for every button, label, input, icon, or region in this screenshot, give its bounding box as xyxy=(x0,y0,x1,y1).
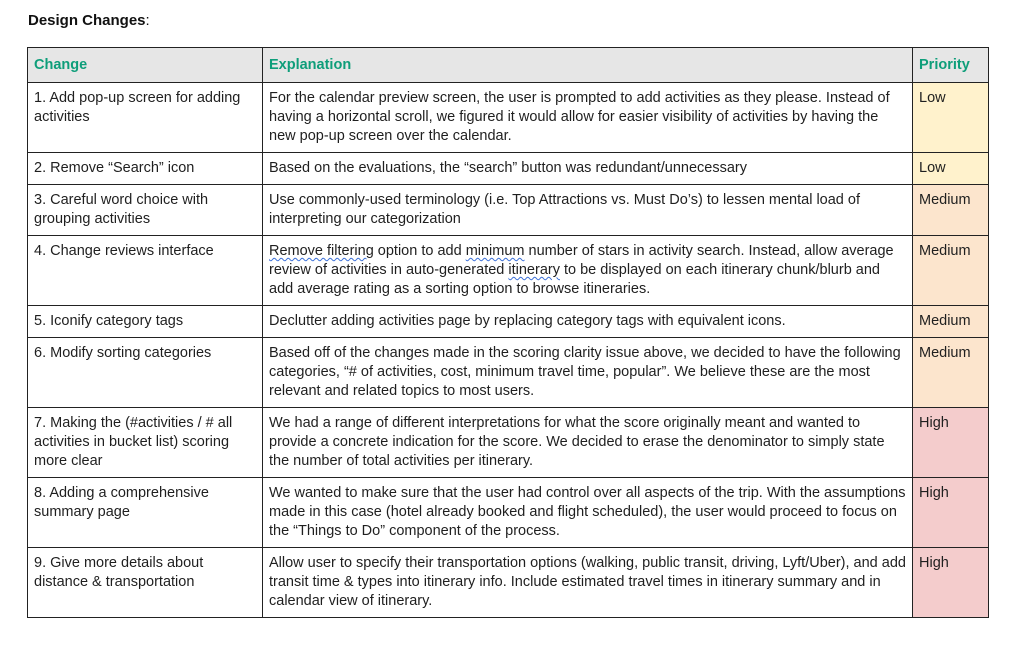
change-cell: 5. Iconify category tags xyxy=(28,306,263,338)
column-header-change: Change xyxy=(28,48,263,83)
table-row xyxy=(28,185,989,236)
page-title xyxy=(28,12,150,29)
page-title-text: Design Changes xyxy=(28,12,146,29)
explanation-cell: Allow user to specify their transportation options (walking, public transit, driving, Lyft/Uber), and add transit time & types into itinerary info. Include estimated travel times in itinerary summary and in calendar view of itinerary. xyxy=(263,548,913,618)
explanation-text: number of stars in activity search. Instead, allow average review of activities in auto-generated xyxy=(269,243,894,278)
table-row xyxy=(28,408,989,478)
priority-cell-high: High xyxy=(913,548,989,618)
priority-cell-medium: Medium xyxy=(913,338,989,408)
change-cell: 3. Careful word choice with grouping activities xyxy=(28,185,263,236)
explanation-cell: Based on the evaluations, the “search” button was redundant/unnecessary xyxy=(263,153,913,185)
table-row xyxy=(28,153,989,185)
design-changes-table xyxy=(27,47,989,618)
table-row xyxy=(28,236,989,306)
priority-cell-medium: Medium xyxy=(913,306,989,338)
column-header-explanation: Explanation xyxy=(263,48,913,83)
priority-cell-medium: Medium xyxy=(913,185,989,236)
priority-cell-low: Low xyxy=(913,83,989,153)
table-row xyxy=(28,338,989,408)
spellcheck-flag: itinerary xyxy=(508,262,560,278)
spellcheck-flag: minimum xyxy=(465,243,525,259)
table-header-row xyxy=(28,48,989,83)
explanation-cell: Based off of the changes made in the scoring clarity issue above, we decided to have the following categories, “# of activities, cost, minimum travel time, popular”. We believe these are the most relevant and related topics to most users. xyxy=(263,338,913,408)
change-cell: 6. Modify sorting categories xyxy=(28,338,263,408)
explanation-cell: For the calendar preview screen, the user is prompted to add activities as they please. Instead of having a horizontal scroll, we figured it would allow for easier visibility of activities by having the new pop-up screen over the calendar. xyxy=(263,83,913,153)
explanation-text: option to add xyxy=(373,243,466,259)
explanation-text: to be displayed on each itinerary chunk/blurb and add average rating as a sorting option to browse itineraries. xyxy=(269,262,880,297)
priority-cell-low: Low xyxy=(913,153,989,185)
priority-cell-medium: Medium xyxy=(913,236,989,306)
change-cell: 7. Making the (#activities / # all activities in bucket list) scoring more clear xyxy=(28,408,263,478)
explanation-cell: Declutter adding activities page by replacing category tags with equivalent icons. xyxy=(263,306,913,338)
explanation-cell xyxy=(263,236,913,306)
page-title-colon: : xyxy=(145,12,150,29)
change-cell: 2. Remove “Search” icon xyxy=(28,153,263,185)
change-cell: 1. Add pop-up screen for adding activities xyxy=(28,83,263,153)
column-header-priority: Priority xyxy=(913,48,989,83)
change-cell: 4. Change reviews interface xyxy=(28,236,263,306)
priority-cell-high: High xyxy=(913,478,989,548)
explanation-cell: Use commonly-used terminology (i.e. Top Attractions vs. Must Do’s) to lessen mental load of interpreting our categorization xyxy=(263,185,913,236)
explanation-cell: We wanted to make sure that the user had control over all aspects of the trip. With the assumptions made in this case (hotel already booked and flight scheduled), the user would proceed to focus on the “Things to Do” component of the process. xyxy=(263,478,913,548)
change-cell: 8. Adding a comprehensive summary page xyxy=(28,478,263,548)
change-cell: 9. Give more details about distance & transportation xyxy=(28,548,263,618)
spellcheck-flag: Remove filtering xyxy=(269,243,374,259)
explanation-cell: We had a range of different interpretations for what the score originally meant and wanted to provide a concrete indication for the score. We decided to erase the denominator to simply state the number of total activities per itinerary. xyxy=(263,408,913,478)
table-row xyxy=(28,83,989,153)
table-row xyxy=(28,548,989,618)
table-row xyxy=(28,478,989,548)
priority-cell-high: High xyxy=(913,408,989,478)
table-row xyxy=(28,306,989,338)
